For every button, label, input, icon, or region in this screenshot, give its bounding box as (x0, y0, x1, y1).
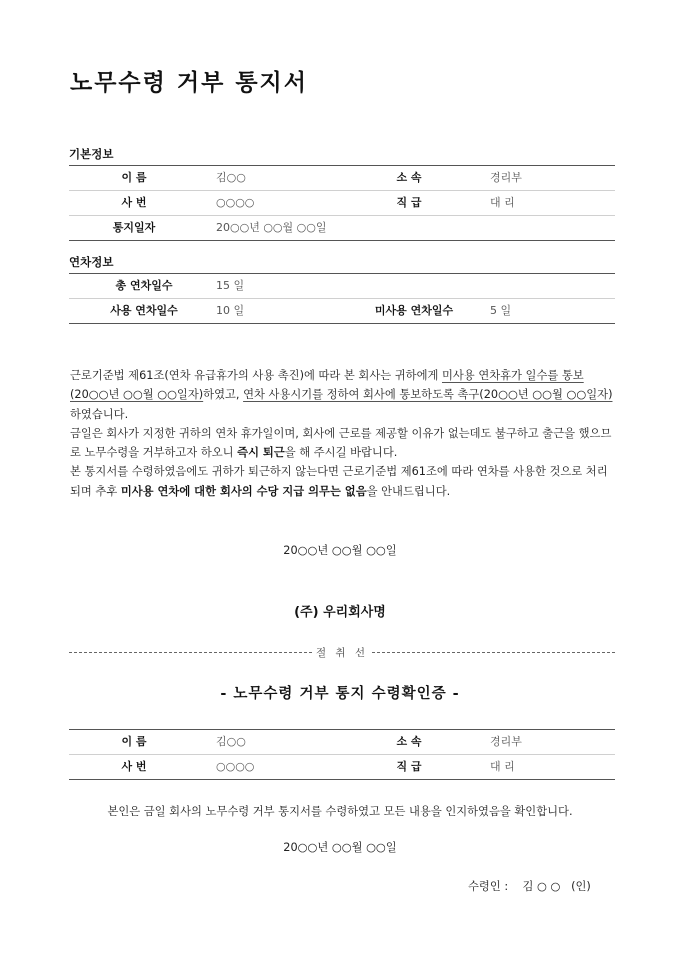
receipt-confirmation-text: 본인은 금일 회사의 노무수령 거부 통지서를 수령하였고 모든 내용을 인지하였음을 확인합니다. (107, 805, 573, 818)
receiver-signature: 수령인 : 김 ○ ○ (인) (468, 880, 591, 893)
total-leave-value: 15 일 (216, 279, 245, 292)
dashed-line (69, 652, 312, 653)
body-text: 하였고, (203, 388, 244, 402)
body-paragraph-1 (70, 366, 615, 424)
unused-leave-value: 5 일 (490, 304, 512, 317)
employee-id-value: ○○○○ (216, 196, 255, 209)
position-label: 직 급 (396, 196, 422, 209)
name-value: 김○○ (216, 171, 246, 184)
table-row (69, 216, 615, 241)
position-value: 대 리 (490, 196, 515, 209)
table-row (69, 755, 615, 780)
bold-text: 미사용 연차에 대한 회사의 수당 지급 의무는 없음 (120, 484, 367, 498)
body-paragraph-3 (70, 462, 615, 501)
body-paragraph-2 (70, 424, 615, 463)
leave-info-table (69, 273, 615, 324)
bold-text: 즉시 퇴근 (237, 446, 285, 460)
receipt-position-label: 직 급 (396, 760, 422, 773)
body-text: 을 안내드립니다. (366, 484, 451, 498)
body-text: 하였습니다. (70, 407, 129, 421)
used-leave-value: 10 일 (216, 304, 245, 317)
basic-info-table (69, 165, 615, 241)
receipt-table (69, 729, 615, 780)
department-label: 소 속 (396, 171, 422, 184)
department-value: 경리부 (490, 171, 522, 184)
cut-line (69, 645, 615, 660)
receipt-name-value: 김○○ (216, 735, 246, 748)
company-name: (주) 우리회사명 (294, 605, 386, 620)
body-text: 본 통지서를 수령하였음에도 귀하가 퇴근하지 않는다면 근로기준법 제61조에 따라 연차를 사용한 것으로 처리되며 추후 (70, 465, 608, 498)
body-text: 근로기준법 제61조(연차 유급휴가의 사용 촉진)에 따라 본 회사는 귀하에게 (70, 369, 442, 382)
table-row (69, 274, 615, 299)
table-row (69, 730, 615, 755)
document-title: 노무수령 거부 통지서 (70, 70, 308, 96)
notice-date-value: 20○○년 ○○월 ○○일 (216, 221, 327, 234)
table-row (69, 299, 615, 324)
cut-line-label: 절 취 선 (315, 647, 369, 659)
receipt-department-label: 소 속 (396, 735, 422, 748)
underlined-text: 연차 사용시기를 정하여 회사에 통보하도록 촉구(20○○년 ○○월 ○○일자) (243, 388, 613, 402)
body-text: 을 해 주시길 바랍니다. (284, 446, 398, 460)
receipt-employee-id-label: 사 번 (121, 760, 147, 773)
underlined-text: 미사용 연차휴가 일수를 통보(20○○년 ○○월 ○○일자) (70, 369, 584, 402)
body-text: 금일은 회사가 지정한 귀하의 연차 휴가일이며, 회사에 근로를 제공할 이유가 없는데도 불구하고 출근을 했으므로 노무수령을 거부하고자 하오니 (70, 426, 612, 460)
dashed-line (372, 652, 615, 653)
notice-body (70, 366, 615, 501)
basic-info-heading: 기본정보 (69, 147, 114, 161)
receipt-position-value: 대 리 (490, 760, 515, 773)
table-row (69, 166, 615, 191)
receipt-employee-id-value: ○○○○ (216, 760, 255, 773)
issue-date: 20○○년 ○○월 ○○일 (283, 544, 397, 557)
name-label: 이 름 (121, 171, 147, 184)
receipt-department-value: 경리부 (490, 735, 522, 748)
leave-info-heading: 연차정보 (69, 255, 114, 269)
total-leave-label: 총 연차일수 (115, 279, 173, 292)
employee-id-label: 사 번 (121, 196, 147, 209)
unused-leave-label: 미사용 연차일수 (374, 304, 454, 317)
receipt-title: - 노무수령 거부 통지 수령확인증 - (220, 686, 460, 702)
receipt-name-label: 이 름 (121, 735, 147, 748)
receipt-date: 20○○년 ○○월 ○○일 (283, 841, 397, 854)
table-row (69, 191, 615, 216)
used-leave-label: 사용 연차일수 (110, 304, 178, 317)
notice-date-label: 통지일자 (112, 221, 156, 234)
